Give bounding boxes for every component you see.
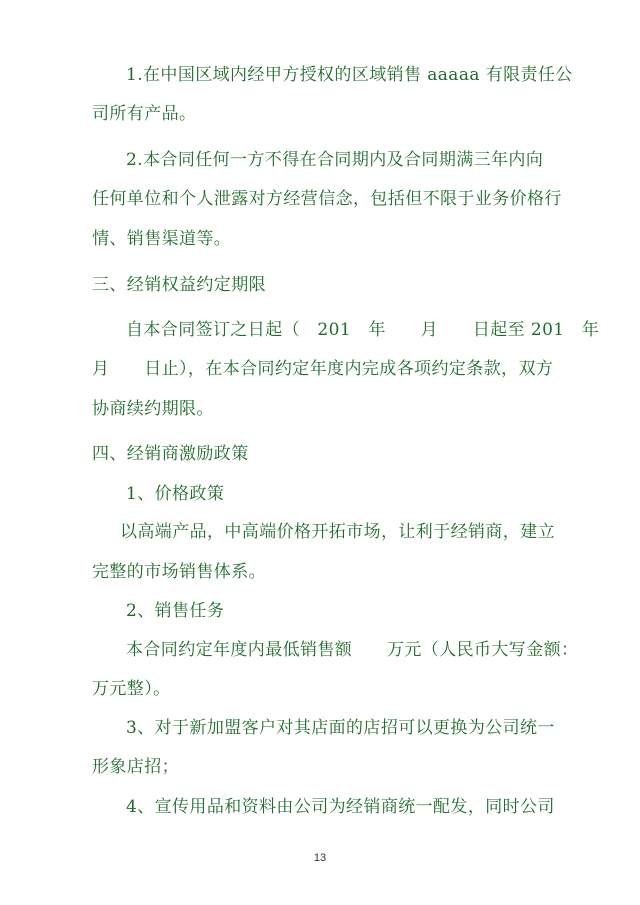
subsection-2-line-1: 本合同约定年度内最低销售额 万元（人民币大写金额： [126,640,579,660]
subsection-3-line-2: 形象店招； [92,757,179,777]
section-3-line-2: 月 日止），在本合同约定年度内完成各项约定条款，双方 [92,359,554,379]
page-number: 13 [313,852,327,864]
subsection-2-heading: 2、销售任务 [126,601,225,621]
section-3-line-1: 自本合同签订之日起（ 201 年 月 日起至 201 年 [126,320,600,340]
subsection-4-line-1: 4、宣传用品和资料由公司为经销商统一配发，同时公司 [126,797,555,817]
subsection-1-heading: 1、价格政策 [126,484,225,504]
clause-2-line-1: 2.本合同任何一方不得在合同期内及合同期满三年内向 [126,150,544,170]
section-4-heading: 四、经销商激励政策 [92,444,249,464]
subsection-1-line-1: 以高端产品，中高端价格开拓市场，让利于经销商，建立 [120,522,555,542]
section-3-line-3: 协商续约期限。 [92,399,214,419]
subsection-2-line-2: 万元整）。 [92,679,171,699]
subsection-1-line-2: 完整的市场销售体系。 [92,562,266,582]
clause-1-line-2: 司所有产品。 [92,104,197,124]
clause-1-line-1: 1.在中国区域内经甲方授权的区域销售 aaaaa 有限责任公 [126,65,573,85]
clause-2-line-3: 情、销售渠道等。 [92,229,232,249]
clause-2-line-2: 任何单位和个人泄露对方经营信念，包括但不限于业务价格行 [92,189,562,209]
subsection-3-line-1: 3、对于新加盟客户对其店面的店招可以更换为公司统一 [126,718,555,738]
section-3-heading: 三、经销权益约定期限 [92,275,266,295]
